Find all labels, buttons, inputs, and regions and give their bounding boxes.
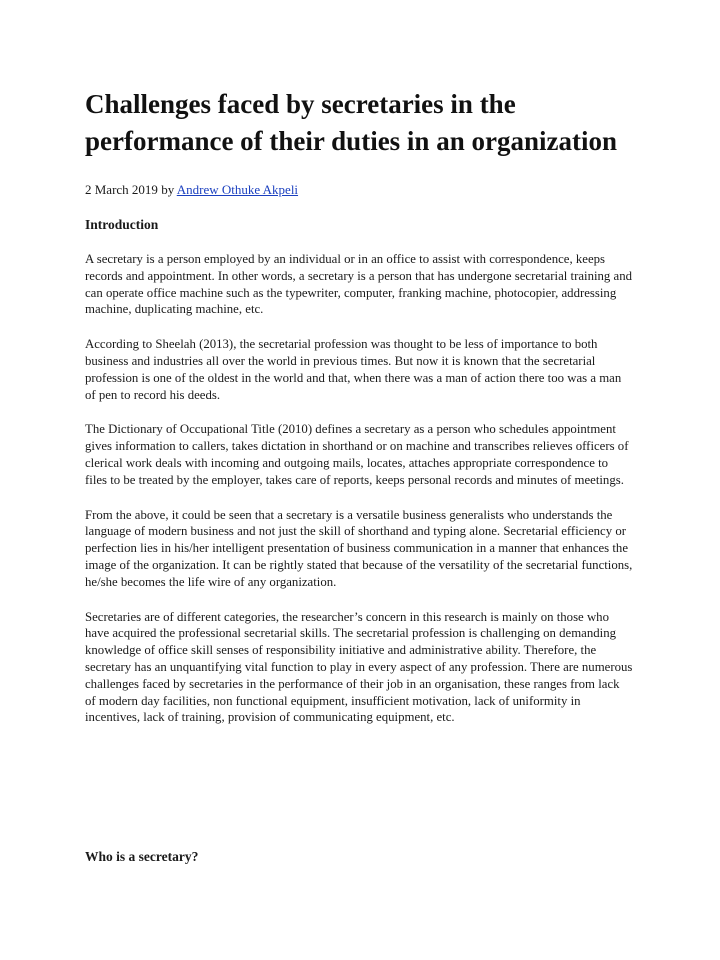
publish-date: 2 March 2019 bbox=[85, 182, 158, 197]
byline-by: by bbox=[161, 182, 175, 197]
article-meta bbox=[85, 182, 633, 198]
paragraph-1: A secretary is a person employed by an individual or in an office to assist with correspondence, keeps records and appointment. In other words, a secretary is a person that has undergone secretarial training and can operate office machine such as the typewriter, computer, franking machine, photocopier, addressing machine, duplicating machine, etc. bbox=[85, 252, 632, 317]
paragraph-4: From the above, it could be seen that a secretary is a versatile business generalists who understands the language of modern business and not just the skill of shorthand and typing alone. Secretarial efficiency or perfection lies in his/her intelligent presentation of business communication in a manner that enhances the image of the organization. It can be rightly stated that because of the versatility of the secretarial functions, he/she becomes the life wire of any organization. bbox=[85, 507, 633, 589]
section-heading: Who is a secretary? bbox=[85, 849, 199, 864]
paragraph-3: The Dictionary of Occupational Title (2010) defines a secretary as a person who schedules appointment gives information to callers, takes dictation in shorthand or on machine and transcribes relieves officers of clerical work deals with incoming and outgoing mails, locates, attaches appropriate correspondence to files to be treated by the employer, takes care of reports, keeps personal records and minutes of meetings. bbox=[85, 422, 629, 487]
author-link[interactable]: Andrew Othuke Akpeli bbox=[176, 182, 299, 197]
paragraph-2: According to Sheelah (2013), the secretarial profession was thought to be less of importance to both business and industries all over the world in previous times. But now it is known that the secretarial profession is one of the oldest in the world and that, when there was a man of action there too was a man of pen to record his deeds. bbox=[85, 337, 622, 402]
article bbox=[85, 86, 633, 864]
intro-heading: Introduction bbox=[85, 217, 159, 232]
paragraph-5: Secretaries are of different categories, the researcher’s concern in this research is mainly on those who have acquired the professional secretarial skills. The secretarial profession is challenging on demanding knowledge of office skill senses of responsibility initiative and administrative ability. Therefore, the secretary has an unquantifying vital function to play in every aspect of any profession. There are numerous challenges faced by secretaries in the performance of their job in an organisation, these ranges from lack of modern day facilities, non functional equipment, insufficient motivation, lack of uniformity in incentives, lack of training, provision of communicating equipment, etc. bbox=[85, 609, 633, 725]
article-title: Challenges faced by secretaries in the performance of their duties in an organization bbox=[85, 89, 617, 156]
